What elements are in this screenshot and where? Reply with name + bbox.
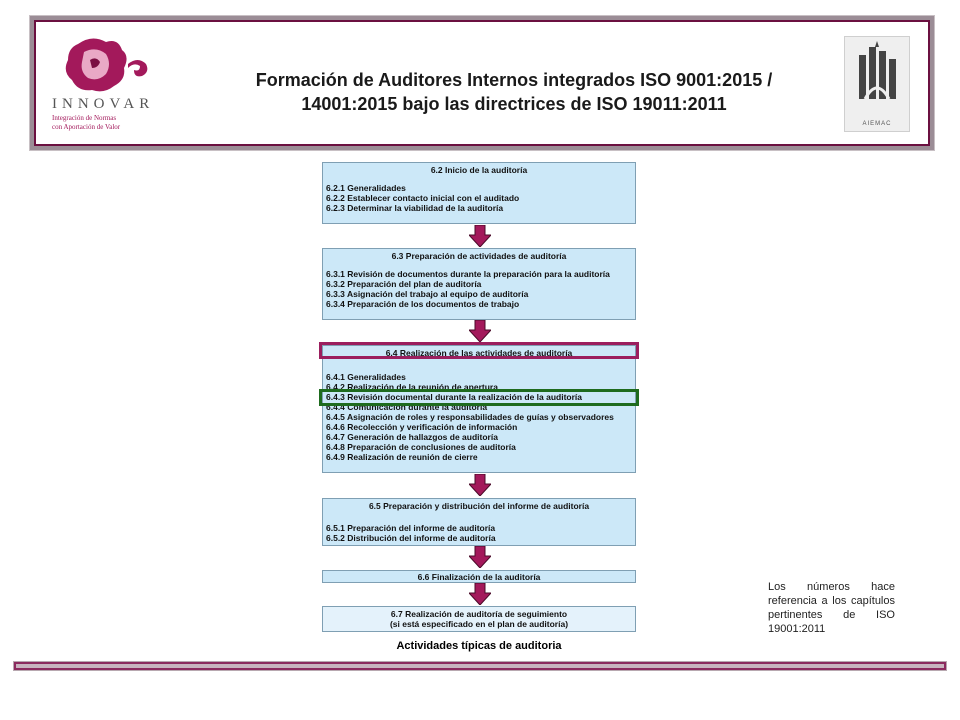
box-6-5-item: 6.5.1 Preparación del informe de auditoría bbox=[326, 523, 496, 533]
down-arrow-icon bbox=[469, 583, 491, 605]
box-6-4-item: 6.4.7 Generación de hallazgos de auditoría bbox=[326, 432, 498, 442]
box-6-3-item: 6.3.1 Revisión de documentos durante la preparación para la auditoría bbox=[326, 269, 610, 279]
flowchart-caption: Actividades típicas de auditoria bbox=[396, 640, 562, 652]
box-6-7-head-1: 6.7 Realización de auditoría de seguimiento bbox=[390, 609, 568, 619]
box-6-4-item: 6.4.9 Realización de reunión de cierre bbox=[326, 452, 478, 462]
aiemac-label: AIEMAC bbox=[862, 121, 892, 127]
box-6-4 bbox=[322, 345, 636, 473]
box-6-7 bbox=[322, 606, 636, 632]
title-line-2: 14001:2015 bajo las directrices de ISO 19011:2011 bbox=[301, 94, 727, 114]
box-6-2-item: 6.2.2 Establecer contacto inicial con el auditado bbox=[326, 193, 520, 203]
box-6-4-head: 6.4 Realización de las actividades de auditoría bbox=[385, 348, 573, 358]
box-6-5-item: 6.5.2 Distribución del informe de auditoría bbox=[326, 533, 496, 543]
innovar-tagline-1: Integración de Normas bbox=[52, 114, 117, 122]
down-arrow-icon bbox=[469, 546, 491, 568]
box-6-3-head: 6.3 Preparación de actividades de auditoría bbox=[391, 251, 567, 261]
down-arrow-icon bbox=[469, 474, 491, 496]
box-6-6 bbox=[322, 570, 636, 583]
box-6-3-item: 6.3.4 Preparación de los documentos de trabajo bbox=[326, 299, 520, 309]
highlight-item-6-4-3 bbox=[319, 389, 639, 406]
box-6-3 bbox=[322, 248, 636, 320]
down-arrow-icon bbox=[469, 320, 491, 342]
box-6-5 bbox=[322, 498, 636, 546]
innovar-name: INNOVAR bbox=[52, 96, 155, 112]
box-6-3-item: 6.3.3 Asignación del trabajo al equipo de auditoría bbox=[326, 289, 529, 299]
box-6-5-head: 6.5 Preparación y distribución del informe de auditoría bbox=[368, 501, 590, 511]
box-6-2-head: 6.2 Inicio de la auditoría bbox=[430, 165, 528, 175]
down-arrow-icon bbox=[469, 225, 491, 247]
box-6-7-head-2: (si está especificado en el plan de auditoría) bbox=[389, 619, 569, 629]
box-6-2-item: 6.2.1 Generalidades bbox=[326, 183, 406, 193]
footer-bar bbox=[14, 662, 946, 670]
highlight-section-6-4 bbox=[319, 342, 639, 359]
box-6-4-item: 6.4.6 Recolección y verificación de información bbox=[326, 422, 518, 432]
box-6-4-item: 6.4.8 Preparación de conclusiones de auditoría bbox=[326, 442, 516, 452]
box-6-2-item: 6.2.3 Determinar la viabilidad de la auditoría bbox=[326, 203, 504, 213]
innovar-tagline-2: con Aportación de Valor bbox=[52, 123, 121, 131]
box-6-4-item: 6.4.4 Comunicación durante la auditoría bbox=[326, 402, 488, 412]
reference-note: Los números hace referencia a los capítulos pertinentes de ISO 19001:2011 bbox=[768, 581, 895, 635]
box-6-4-item: 6.4.3 Revisión documental durante la realización de la auditoría bbox=[326, 392, 583, 402]
title-line-1: Formación de Auditores Internos integrados ISO 9001:2015 / bbox=[255, 70, 773, 90]
box-6-4-item: 6.4.1 Generalidades bbox=[326, 372, 406, 382]
box-6-6-head: 6.6 Finalización de la auditoría bbox=[417, 572, 541, 582]
box-6-4-item: 6.4.5 Asignación de roles y responsabilidades de guías y observadores bbox=[326, 412, 614, 422]
box-6-4-item: 6.4.2 Realización de la reunión de apertura bbox=[326, 382, 498, 392]
box-6-3-item: 6.3.2 Preparación del plan de auditoría bbox=[326, 279, 482, 289]
box-6-2 bbox=[322, 162, 636, 224]
